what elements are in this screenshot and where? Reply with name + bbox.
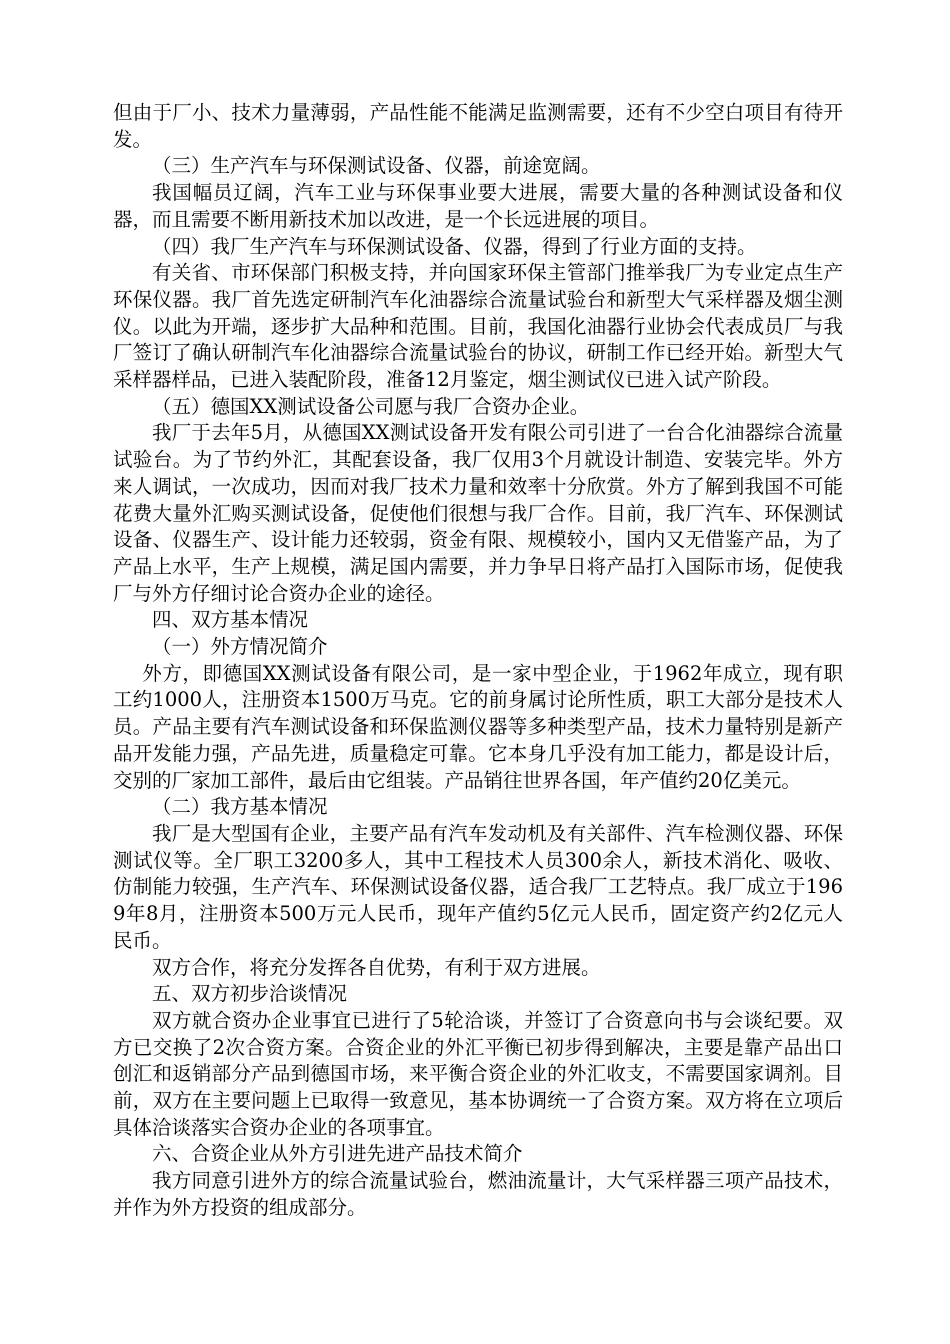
paragraph-foreign-party: 外方，即德国XX测试设备有限公司，是一家中型企业，于1962年成立，现有职工约1000人，注册资本1500万马克。它的前身属讨论所性质，职工大部分是技术人员。产品主要有汽车测试设备和环保监测仪器等多种类型产品，技术力量特别是新产品开发能力强，产品先进，质量稳定可靠。它本身几乎没有加工能力，都是设计后，交别的厂家加工部件，最后由它组装。产品销往世界各国，年产值约20亿美元。 (113, 661, 843, 792)
subheading-foreign-party: （一）外方情况简介 (152, 635, 328, 659)
paragraph-continuation: 但由于厂小、技术力量薄弱，产品性能不能满足监测需要，还有不少空白项目有待开发。 (113, 101, 843, 151)
paragraph-our-party: 我厂是大型国有企业，主要产品有汽车发动机及有关部件、汽车检测仪器、环保测试仪等。全厂职工3200多人，其中工程技术人员300余人，新技术消化、吸收、仿制能力较强，生产汽车、环保测试设备仪器，适合我厂工艺特点。我厂成立于1969年8月，注册资本500万元人民币，现年产值约5亿元人民币，固定资产约2亿元人民币。 (113, 821, 843, 952)
paragraph-cooperation-background: 我厂于去年5月，从德国XX测试设备开发有限公司引进了一台合化油器综合流量试验台。为了节约外汇，其配套设备，我厂仅用3个月就设计制造、安装完毕。外方来人调试，一次成功，因而对我厂技术力量和效率十分欣赏。外方了解到我国不可能花费大量外汇购买测试设备，促使他们很想与我厂合作。目前，我厂汽车、环保测试设备、仪器生产、设计能力还较弱，资金有限、规模较小，国内又无借鉴产品，为了产品上水平，生产上规模，满足国内需要，并力争早日将产品打入国际市场，促使我厂与外方仔细讨论合资办企业的途径。 (113, 421, 843, 605)
subheading-five: （五）德国XX测试设备公司愿与我厂合资办企业。 (152, 394, 590, 418)
paragraph-technology-intro: 我方同意引进外方的综合流量试验台，燃油流量计，大气采样器三项产品技术，并作为外方投资的组成部分。 (113, 1169, 843, 1219)
subheading-our-party: （二）我方基本情况 (152, 795, 328, 819)
paragraph-industry-support: 有关省、市环保部门积极支持，并向国家环保主管部门推举我厂为专业定点生产环保仪器。我厂首先选定研制汽车化油器综合流量试验台和新型大气采样器及烟尘测仪。以此为开端，逐步扩大品种和范围。目前，我国化油器行业协会代表成员厂与我厂签订了确认研制汽车化油器综合流量试验台的协议，研制工作已经开始。新型大气采样器样品，已进入装配阶段，准备12月鉴定，烟尘测试仪已进入试产阶段。 (113, 261, 843, 392)
section-title-six: 六、合资企业从外方引进先进产品技术简介 (152, 1142, 523, 1166)
section-title-five: 五、双方初步洽谈情况 (152, 982, 348, 1006)
subheading-three: （三）生产汽车与环保测试设备、仪器，前途宽阔。 (152, 154, 601, 178)
paragraph-mutual-benefit: 双方合作，将充分发挥各自优势，有利于双方进展。 (152, 955, 601, 979)
document-body (113, 100, 843, 1222)
paragraph-negotiations: 双方就合资办企业事宜已进行了5轮洽谈，并签订了合资意向书与会谈纪要。双方已交换了2次合资方案。合资企业的外汇平衡已初步得到解决，主要是靠产品出口创汇和返销部分产品到德国市场，来平衡合资企业的外汇收支，不需要国家调剂。目前，双方在主要问题上已取得一致意见，基本协调统一了合资方案。双方将在立项后具体洽谈落实合资办企业的各项事宜。 (113, 1008, 843, 1139)
paragraph-market-prospect: 我国幅员辽阔，汽车工业与环保事业要大进展，需要大量的各种测试设备和仪器，而且需要不断用新技术加以改进，是一个长远进展的项目。 (113, 181, 843, 231)
section-title-four: 四、双方基本情况 (152, 608, 309, 632)
subheading-four: （四）我厂生产汽车与环保测试设备、仪器，得到了行业方面的支持。 (152, 234, 757, 258)
